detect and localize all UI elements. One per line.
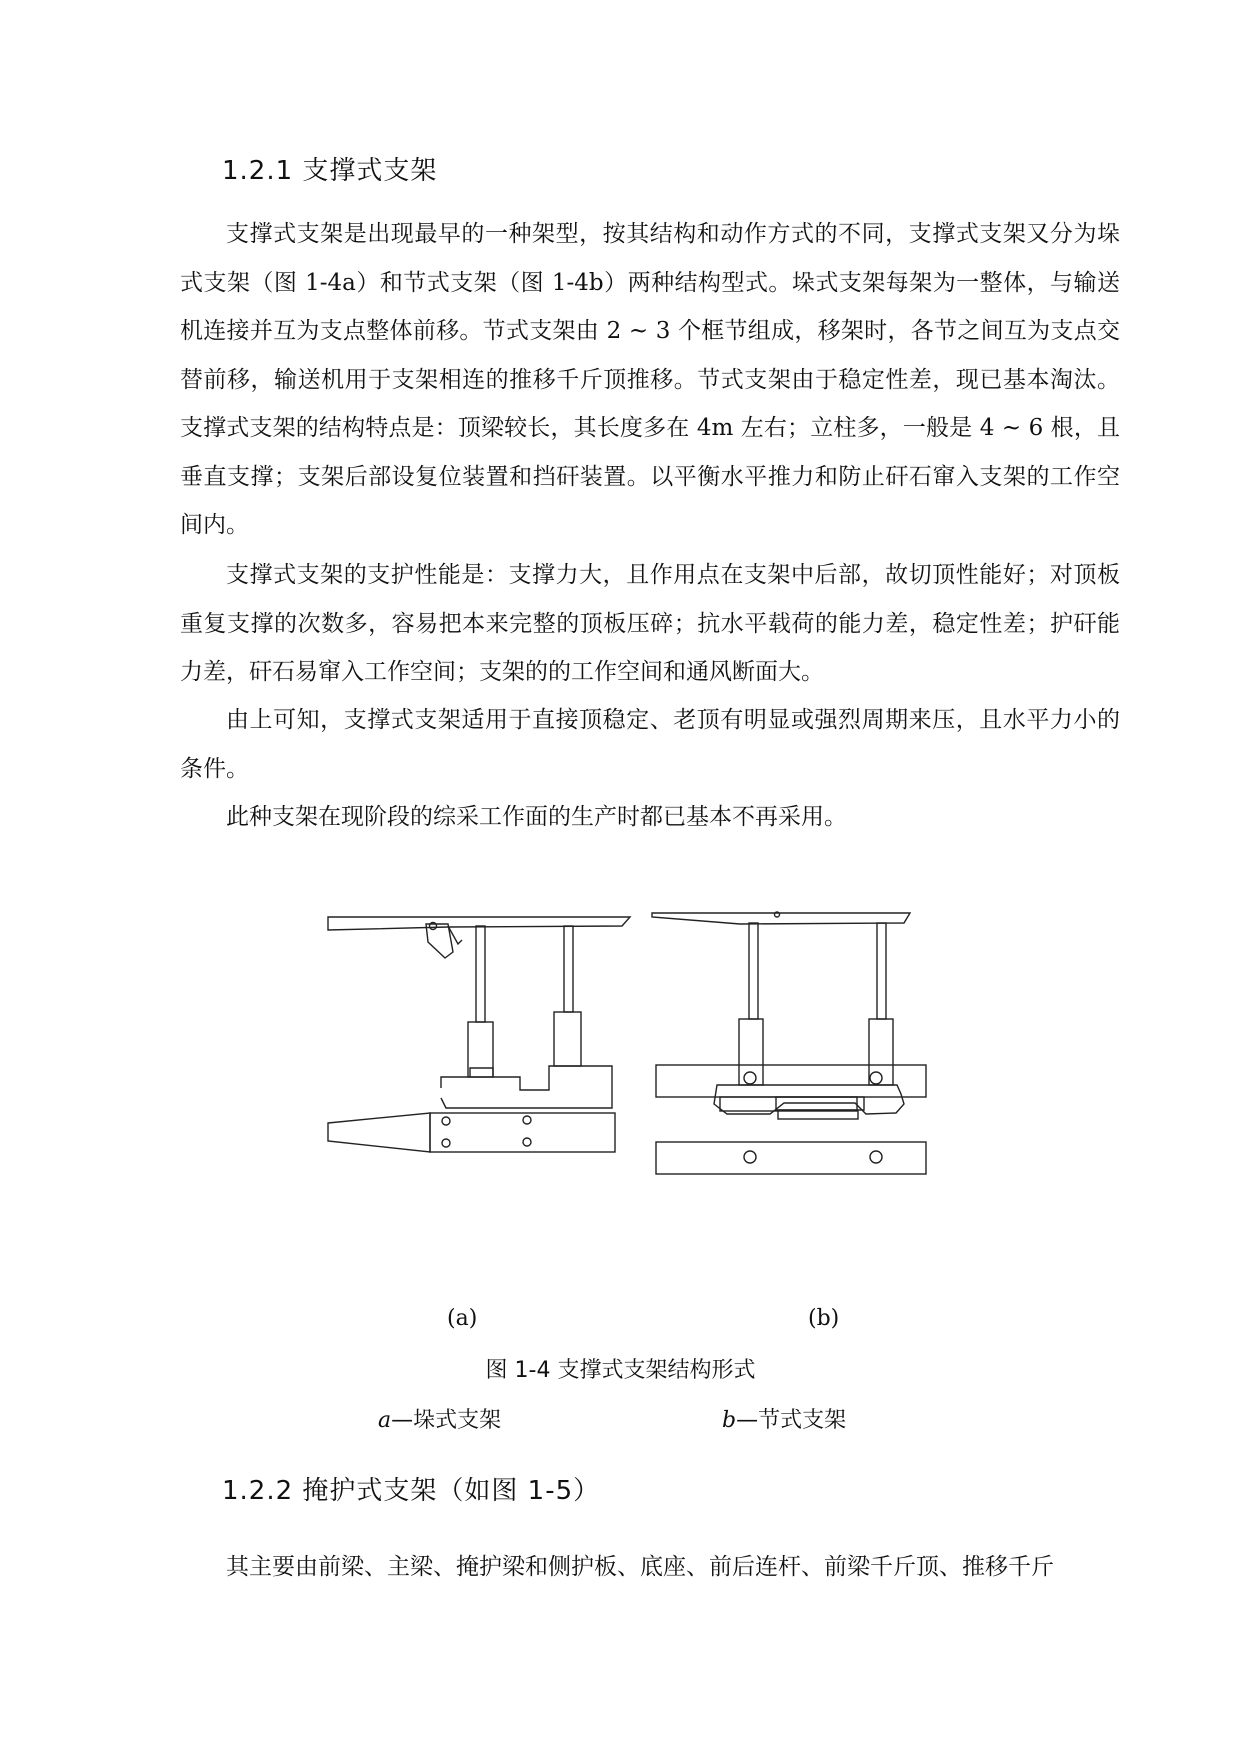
subfigure-label-b: (b) — [808, 1306, 840, 1331]
subfigure-label-a: (a) — [447, 1306, 478, 1331]
frame-support-side-view — [652, 912, 910, 1114]
legend-letter-a: a — [378, 1408, 392, 1433]
legend-letter-b: b — [722, 1408, 737, 1433]
legend-item-b — [722, 1403, 846, 1434]
paragraph-1: 支撑式支架是出现最早的一种架型，按其结构和动作方式的不同，支撑式支架又分为垛式支架（图 1-4a）和节式支架（图 1-4b）两种结构型式。垛式支架每架为一整体，与输送机连接并互为支点整体前移。节式支架由 2 ~ 3 个框节组成，移架时，各节之间互为支点交替前移，输送机用于支架相连的推移千斤顶推移。节式支架由于稳定性差，现已基本淘汰。支撑式支架的结构特点是：顶梁较长，其长度多在 4m 左右；立柱多，一般是 4 ~ 6 根，且垂直支撑；支架后部设复位装置和挡矸装置。以平衡水平推力和防止矸石窜入支架的工作空间内。 — [180, 221, 1120, 538]
section-heading-1-2-2: 1.2.2 掩护式支架（如图 1-5） — [222, 1476, 601, 1506]
figure-caption: 图 1-4 支撑式支架结构形式 — [485, 1358, 756, 1383]
paragraph-4: 此种支架在现阶段的综采工作面的生产时都已基本不再采用。 — [226, 804, 847, 830]
section-heading-1-2-1: 1.2.1 支撑式支架 — [222, 156, 438, 186]
paragraph-5: 其主要由前梁、主梁、掩护梁和侧护板、底座、前后连杆、前梁千斤顶、推移千斤 — [226, 1554, 1054, 1580]
paragraph-2: 支撑式支架的支护性能是：支撑力大，且作用点在支架中后部，故切顶性能好；对顶板重复支撑的次数多，容易把本来完整的顶板压碎；抗水平载荷的能力差，稳定性差；护矸能力差，矸石易窜入工作空间；支架的的工作空间和通风断面大。 — [180, 562, 1120, 685]
support-structure-figure — [300, 890, 980, 1330]
legend-item-a — [378, 1403, 501, 1434]
chock-support-side-view — [328, 917, 630, 1108]
chock-support-plan-view — [328, 1113, 615, 1152]
legend-text-a: —垛式支架 — [391, 1408, 502, 1433]
frame-support-plan-view — [656, 1065, 926, 1174]
paragraph-3: 由上可知，支撑式支架适用于直接顶稳定、老顶有明显或强烈周期来压，且水平力小的条件。 — [180, 707, 1120, 782]
legend-text-b: —节式支架 — [736, 1408, 847, 1433]
